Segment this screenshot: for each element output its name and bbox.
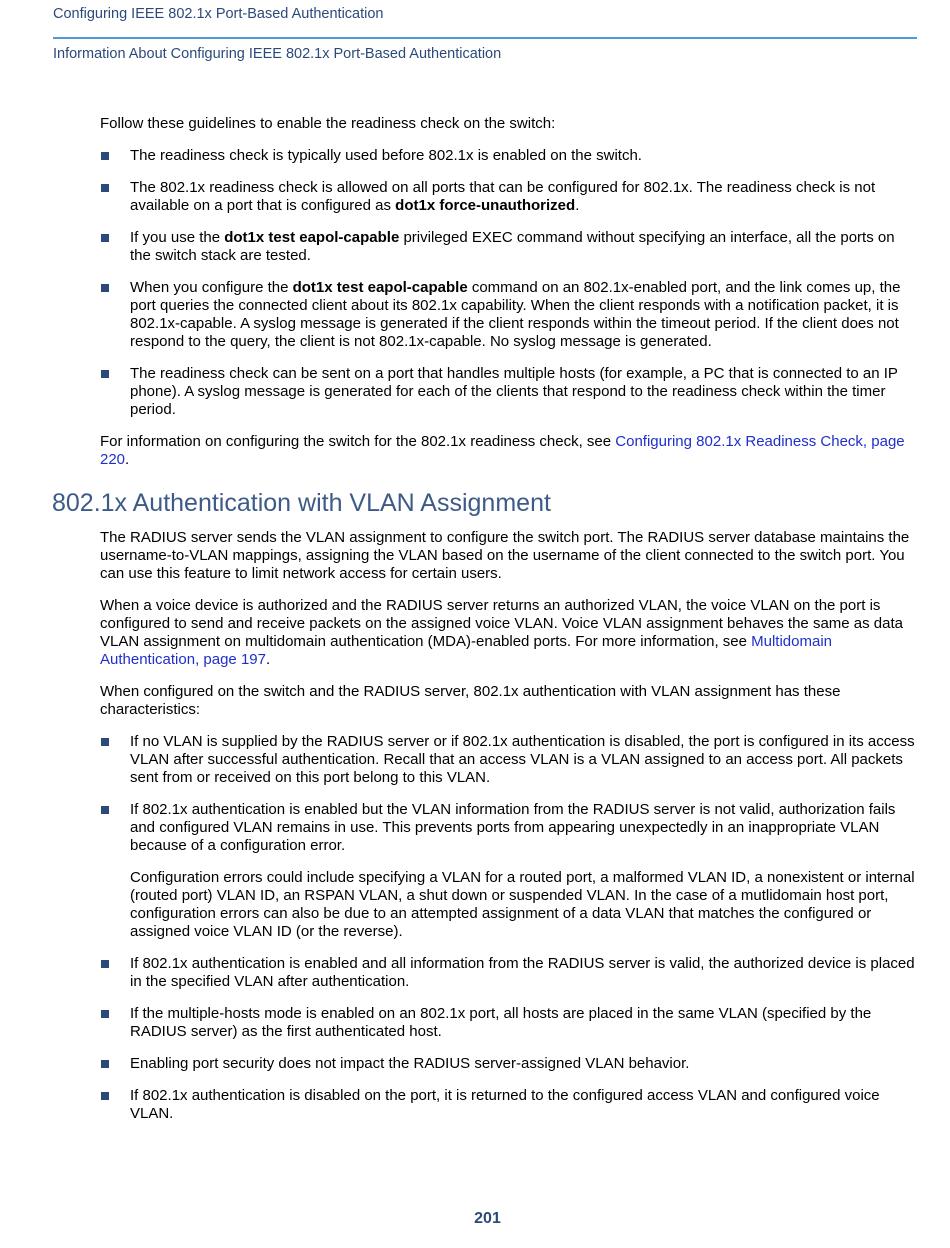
square-bullet-icon: [101, 184, 109, 192]
square-bullet-icon: [101, 1092, 109, 1100]
square-bullet-icon: [101, 284, 109, 292]
command-text: dot1x test eapol-capable: [292, 279, 468, 296]
square-bullet-icon: [101, 960, 109, 968]
multidomain-authentication-link[interactable]: Multidomain Authentication, page 197: [100, 633, 833, 668]
config-errors-note: Configuration errors could include specifying a VLAN for a routed port, a malformed VLAN ID, a nonexistent or internal (routed port) VLAN ID, an RSPAN VLAN, a shut down or suspended VLAN. In the case of a mutlidomain host port, configuration errors can also be due to an attempted assignment of a data VLAN that matches the configured or assigned voice VLAN ID (or the reverse).: [130, 869, 915, 940]
square-bullet-icon: [101, 370, 109, 378]
square-bullet-icon: [101, 152, 109, 160]
vlan-characteristics-list: [100, 733, 918, 1123]
readiness-guidelines-list: [100, 147, 918, 419]
page-number: 201: [474, 1210, 501, 1227]
list-item: When you configure the dot1x test eapol-capable command on an 802.1x-enabled port, and the link comes up, the port queries the connected client about its 802.1x capability. When the client responds with a notification packet, it is 802.1x-capable. A syslog message is generated if the client responds within the timeout period. If the client does not respond to the query, the client is not 802.1x-capable. No syslog message is generated.: [100, 279, 918, 351]
vlan-paragraph-2: When a voice device is authorized and the RADIUS server returns an authorized VLAN, the voice VLAN on the port is configured to send and receive packets on the assigned voice VLAN. Voice VLAN assignment behaves the same as data VLAN assignment on multidomain authentication (MDA)-enabled ports. For more information, see Multidomain Authentication, page 197.: [100, 597, 903, 668]
list-item: If 802.1x authentication is enabled and all information from the RADIUS server is valid, the authorized device is placed in the specified VLAN after authentication.: [100, 955, 918, 991]
section-title: Information About Configuring IEEE 802.1x Port-Based Authentication: [53, 46, 502, 62]
readiness-check-link[interactable]: Configuring 802.1x Readiness Check, page 220: [100, 433, 905, 468]
vlan-paragraph-1: The RADIUS server sends the VLAN assignment to configure the switch port. The RADIUS server database maintains the username-to-VLAN mappings, assigning the VLAN based on the username of the client connected to the switch port. You can use this feature to limit network access for certain users.: [100, 529, 910, 582]
list-item: The readiness check is typically used before 802.1x is enabled on the switch.: [100, 147, 918, 165]
square-bullet-icon: [101, 806, 109, 814]
chapter-title: Configuring IEEE 802.1x Port-Based Authentication: [53, 6, 384, 22]
list-item: If no VLAN is supplied by the RADIUS server or if 802.1x authentication is disabled, the port is configured in its access VLAN after successful authentication. Recall that an access VLAN is a VLAN assigned to an access port. All packets sent from or received on this port belong to this VLAN.: [100, 733, 918, 787]
list-item: If you use the dot1x test eapol-capable privileged EXEC command without specifying an interface, all the ports on the switch stack are tested.: [100, 229, 918, 265]
square-bullet-icon: [101, 738, 109, 746]
list-item: The 802.1x readiness check is allowed on all ports that can be configured for 802.1x. The readiness check is not available on a port that is configured as dot1x force-unauthorized.: [100, 179, 918, 215]
readiness-intro: Follow these guidelines to enable the readiness check on the switch:: [100, 115, 556, 132]
command-text: dot1x force-unauthorized: [395, 197, 576, 214]
header-divider: [53, 37, 917, 39]
square-bullet-icon: [101, 1010, 109, 1018]
list-item: If 802.1x authentication is enabled but the VLAN information from the RADIUS server is not valid, authorization fails and configured VLAN remains in use. This prevents ports from appearing unexpectedly in an inappropriate VLAN because of a configuration error. Configuration errors could include specifying a VLAN for a routed port, a malformed VLAN ID, a nonexistent or internal (routed port) VLAN ID, an RSPAN VLAN, a shut down or suspended VLAN. In the case of a mutlidomain host port, configuration errors can also be due to an attempted assignment of a data VLAN that matches the configured or assigned voice VLAN ID (or the reverse).: [100, 801, 918, 941]
readiness-info-paragraph: For information on configuring the switch for the 802.1x readiness check, see Configuring 802.1x Readiness Check, page 220.: [100, 433, 905, 468]
list-item: The readiness check can be sent on a port that handles multiple hosts (for example, a PC that is connected to an IP phone). A syslog message is generated for each of the clients that respond to the readiness check within the timer period.: [100, 365, 918, 419]
vlan-paragraph-3: When configured on the switch and the RADIUS server, 802.1x authentication with VLAN assignment has these characteristics:: [100, 683, 841, 718]
square-bullet-icon: [101, 1060, 109, 1068]
page-content: [52, 115, 918, 1137]
list-item: If the multiple-hosts mode is enabled on an 802.1x port, all hosts are placed in the same VLAN (specified by the RADIUS server) as the first authenticated host.: [100, 1005, 918, 1041]
list-item: If 802.1x authentication is disabled on the port, it is returned to the configured access VLAN and configured voice VLAN.: [100, 1087, 918, 1123]
command-text: dot1x test eapol-capable: [224, 229, 400, 246]
vlan-assignment-heading: 802.1x Authentication with VLAN Assignment: [52, 489, 551, 517]
square-bullet-icon: [101, 234, 109, 242]
list-item: Enabling port security does not impact the RADIUS server-assigned VLAN behavior.: [100, 1055, 918, 1073]
